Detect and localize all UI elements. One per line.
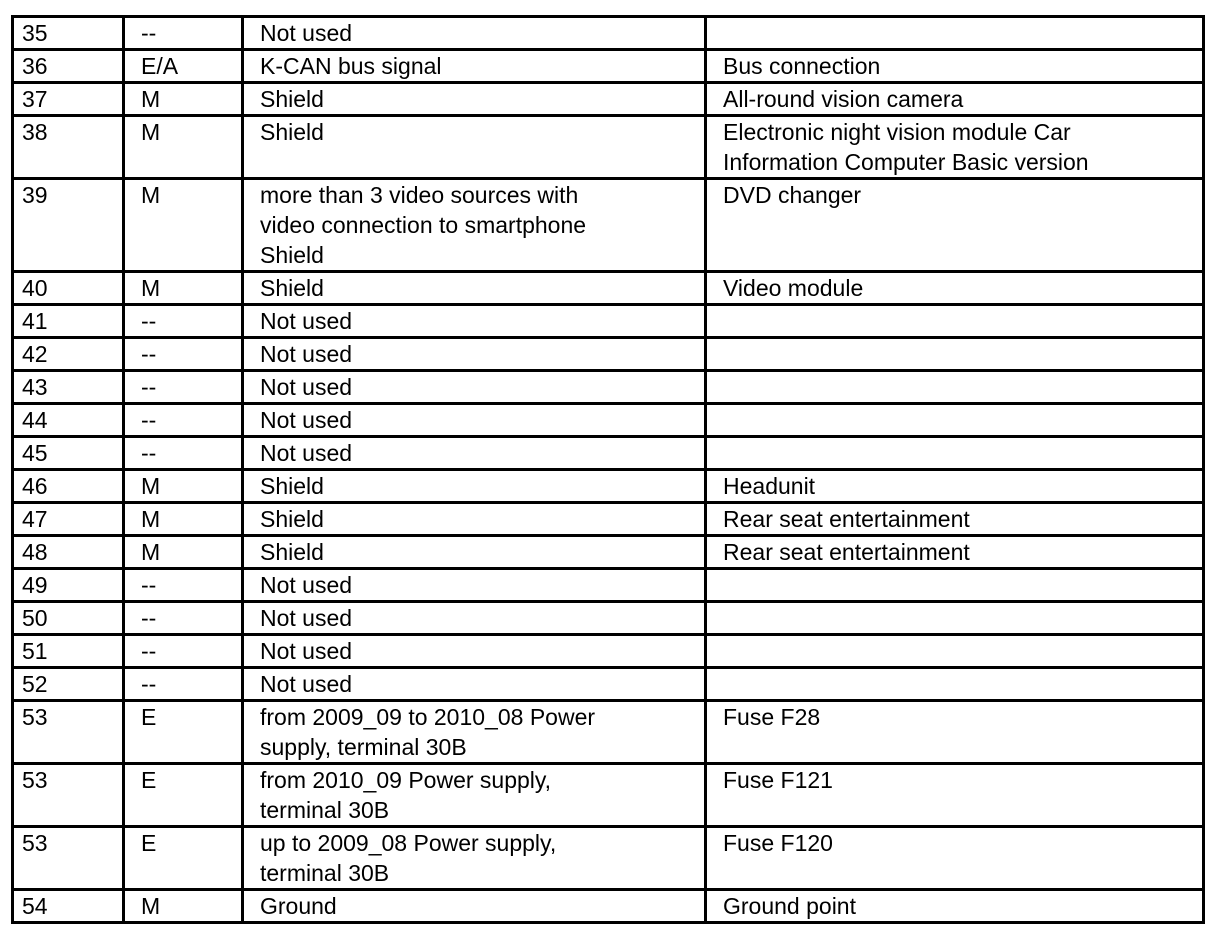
signal-type-cell: -- xyxy=(124,404,243,437)
description-cell: from 2009_09 to 2010_08 Power supply, terminal 30B xyxy=(243,701,706,764)
description-cell: Shield xyxy=(243,272,706,305)
connection-cell: Ground point xyxy=(706,890,1204,923)
description-cell: K-CAN bus signal xyxy=(243,50,706,83)
pin-number-cell: 47 xyxy=(13,503,124,536)
connection-cell xyxy=(706,404,1204,437)
connection-cell xyxy=(706,17,1204,50)
signal-type-cell: M xyxy=(124,470,243,503)
table-row xyxy=(13,17,1204,50)
pin-number-cell: 40 xyxy=(13,272,124,305)
description-cell: Shield xyxy=(243,536,706,569)
connection-cell: Rear seat entertainment xyxy=(706,503,1204,536)
signal-type-cell: M xyxy=(124,503,243,536)
table-row xyxy=(13,503,1204,536)
signal-type-cell: M xyxy=(124,116,243,179)
signal-type-cell: M xyxy=(124,890,243,923)
signal-type-cell: -- xyxy=(124,371,243,404)
table-row xyxy=(13,116,1204,179)
connection-cell: Fuse F121 xyxy=(706,764,1204,827)
pin-number-cell: 53 xyxy=(13,701,124,764)
pin-number-cell: 36 xyxy=(13,50,124,83)
table-row xyxy=(13,404,1204,437)
connection-cell xyxy=(706,338,1204,371)
description-cell: up to 2009_08 Power supply, terminal 30B xyxy=(243,827,706,890)
signal-type-cell: -- xyxy=(124,338,243,371)
signal-type-cell: M xyxy=(124,179,243,272)
description-cell: Shield xyxy=(243,470,706,503)
pin-assignment-table xyxy=(11,15,1205,924)
description-cell: Not used xyxy=(243,305,706,338)
signal-type-cell: M xyxy=(124,536,243,569)
description-cell: Not used xyxy=(243,569,706,602)
signal-type-cell: -- xyxy=(124,635,243,668)
signal-type-cell: E xyxy=(124,827,243,890)
signal-type-cell: -- xyxy=(124,17,243,50)
table-row xyxy=(13,179,1204,272)
pin-number-cell: 38 xyxy=(13,116,124,179)
pin-number-cell: 50 xyxy=(13,602,124,635)
pin-number-cell: 37 xyxy=(13,83,124,116)
table-row xyxy=(13,602,1204,635)
table-row xyxy=(13,569,1204,602)
connection-cell: Electronic night vision module Car Information Computer Basic version xyxy=(706,116,1204,179)
pin-number-cell: 52 xyxy=(13,668,124,701)
connection-cell: DVD changer xyxy=(706,179,1204,272)
description-cell: Not used xyxy=(243,338,706,371)
pin-number-cell: 48 xyxy=(13,536,124,569)
description-cell: Not used xyxy=(243,602,706,635)
connection-cell: Video module xyxy=(706,272,1204,305)
connection-cell xyxy=(706,569,1204,602)
table-row xyxy=(13,83,1204,116)
connection-cell xyxy=(706,437,1204,470)
pin-number-cell: 53 xyxy=(13,764,124,827)
connection-cell xyxy=(706,305,1204,338)
table-row xyxy=(13,764,1204,827)
description-cell: Ground xyxy=(243,890,706,923)
signal-type-cell: -- xyxy=(124,437,243,470)
table-row xyxy=(13,890,1204,923)
table-row xyxy=(13,668,1204,701)
table-row xyxy=(13,50,1204,83)
pin-number-cell: 35 xyxy=(13,17,124,50)
description-cell: Not used xyxy=(243,371,706,404)
signal-type-cell: M xyxy=(124,272,243,305)
table-row xyxy=(13,437,1204,470)
description-cell: more than 3 video sources with video connection to smartphone Shield xyxy=(243,179,706,272)
signal-type-cell: M xyxy=(124,83,243,116)
description-cell: Not used xyxy=(243,668,706,701)
table-row xyxy=(13,536,1204,569)
description-cell: Shield xyxy=(243,116,706,179)
description-cell: Shield xyxy=(243,503,706,536)
description-cell: Not used xyxy=(243,404,706,437)
connection-cell xyxy=(706,635,1204,668)
signal-type-cell: E xyxy=(124,701,243,764)
pin-number-cell: 51 xyxy=(13,635,124,668)
description-cell: Not used xyxy=(243,635,706,668)
description-cell: Shield xyxy=(243,83,706,116)
description-cell: Not used xyxy=(243,17,706,50)
pin-number-cell: 49 xyxy=(13,569,124,602)
pin-number-cell: 45 xyxy=(13,437,124,470)
connection-cell: Bus connection xyxy=(706,50,1204,83)
table-row xyxy=(13,827,1204,890)
table-body xyxy=(13,17,1204,923)
table-row xyxy=(13,701,1204,764)
table-row xyxy=(13,338,1204,371)
connection-cell: All-round vision camera xyxy=(706,83,1204,116)
table-row xyxy=(13,305,1204,338)
connection-cell: Rear seat entertainment xyxy=(706,536,1204,569)
description-cell: Not used xyxy=(243,437,706,470)
table-row xyxy=(13,272,1204,305)
connection-cell xyxy=(706,668,1204,701)
table-row xyxy=(13,371,1204,404)
table-row xyxy=(13,470,1204,503)
signal-type-cell: E xyxy=(124,764,243,827)
table-row xyxy=(13,635,1204,668)
connection-cell: Fuse F28 xyxy=(706,701,1204,764)
pin-number-cell: 54 xyxy=(13,890,124,923)
pin-number-cell: 42 xyxy=(13,338,124,371)
connection-cell: Fuse F120 xyxy=(706,827,1204,890)
signal-type-cell: -- xyxy=(124,569,243,602)
pin-number-cell: 43 xyxy=(13,371,124,404)
description-cell: from 2010_09 Power supply, terminal 30B xyxy=(243,764,706,827)
pin-number-cell: 39 xyxy=(13,179,124,272)
signal-type-cell: E/A xyxy=(124,50,243,83)
connection-cell: Headunit xyxy=(706,470,1204,503)
signal-type-cell: -- xyxy=(124,305,243,338)
connection-cell xyxy=(706,602,1204,635)
connection-cell xyxy=(706,371,1204,404)
pin-number-cell: 46 xyxy=(13,470,124,503)
pin-number-cell: 41 xyxy=(13,305,124,338)
pin-number-cell: 53 xyxy=(13,827,124,890)
pin-number-cell: 44 xyxy=(13,404,124,437)
signal-type-cell: -- xyxy=(124,602,243,635)
signal-type-cell: -- xyxy=(124,668,243,701)
